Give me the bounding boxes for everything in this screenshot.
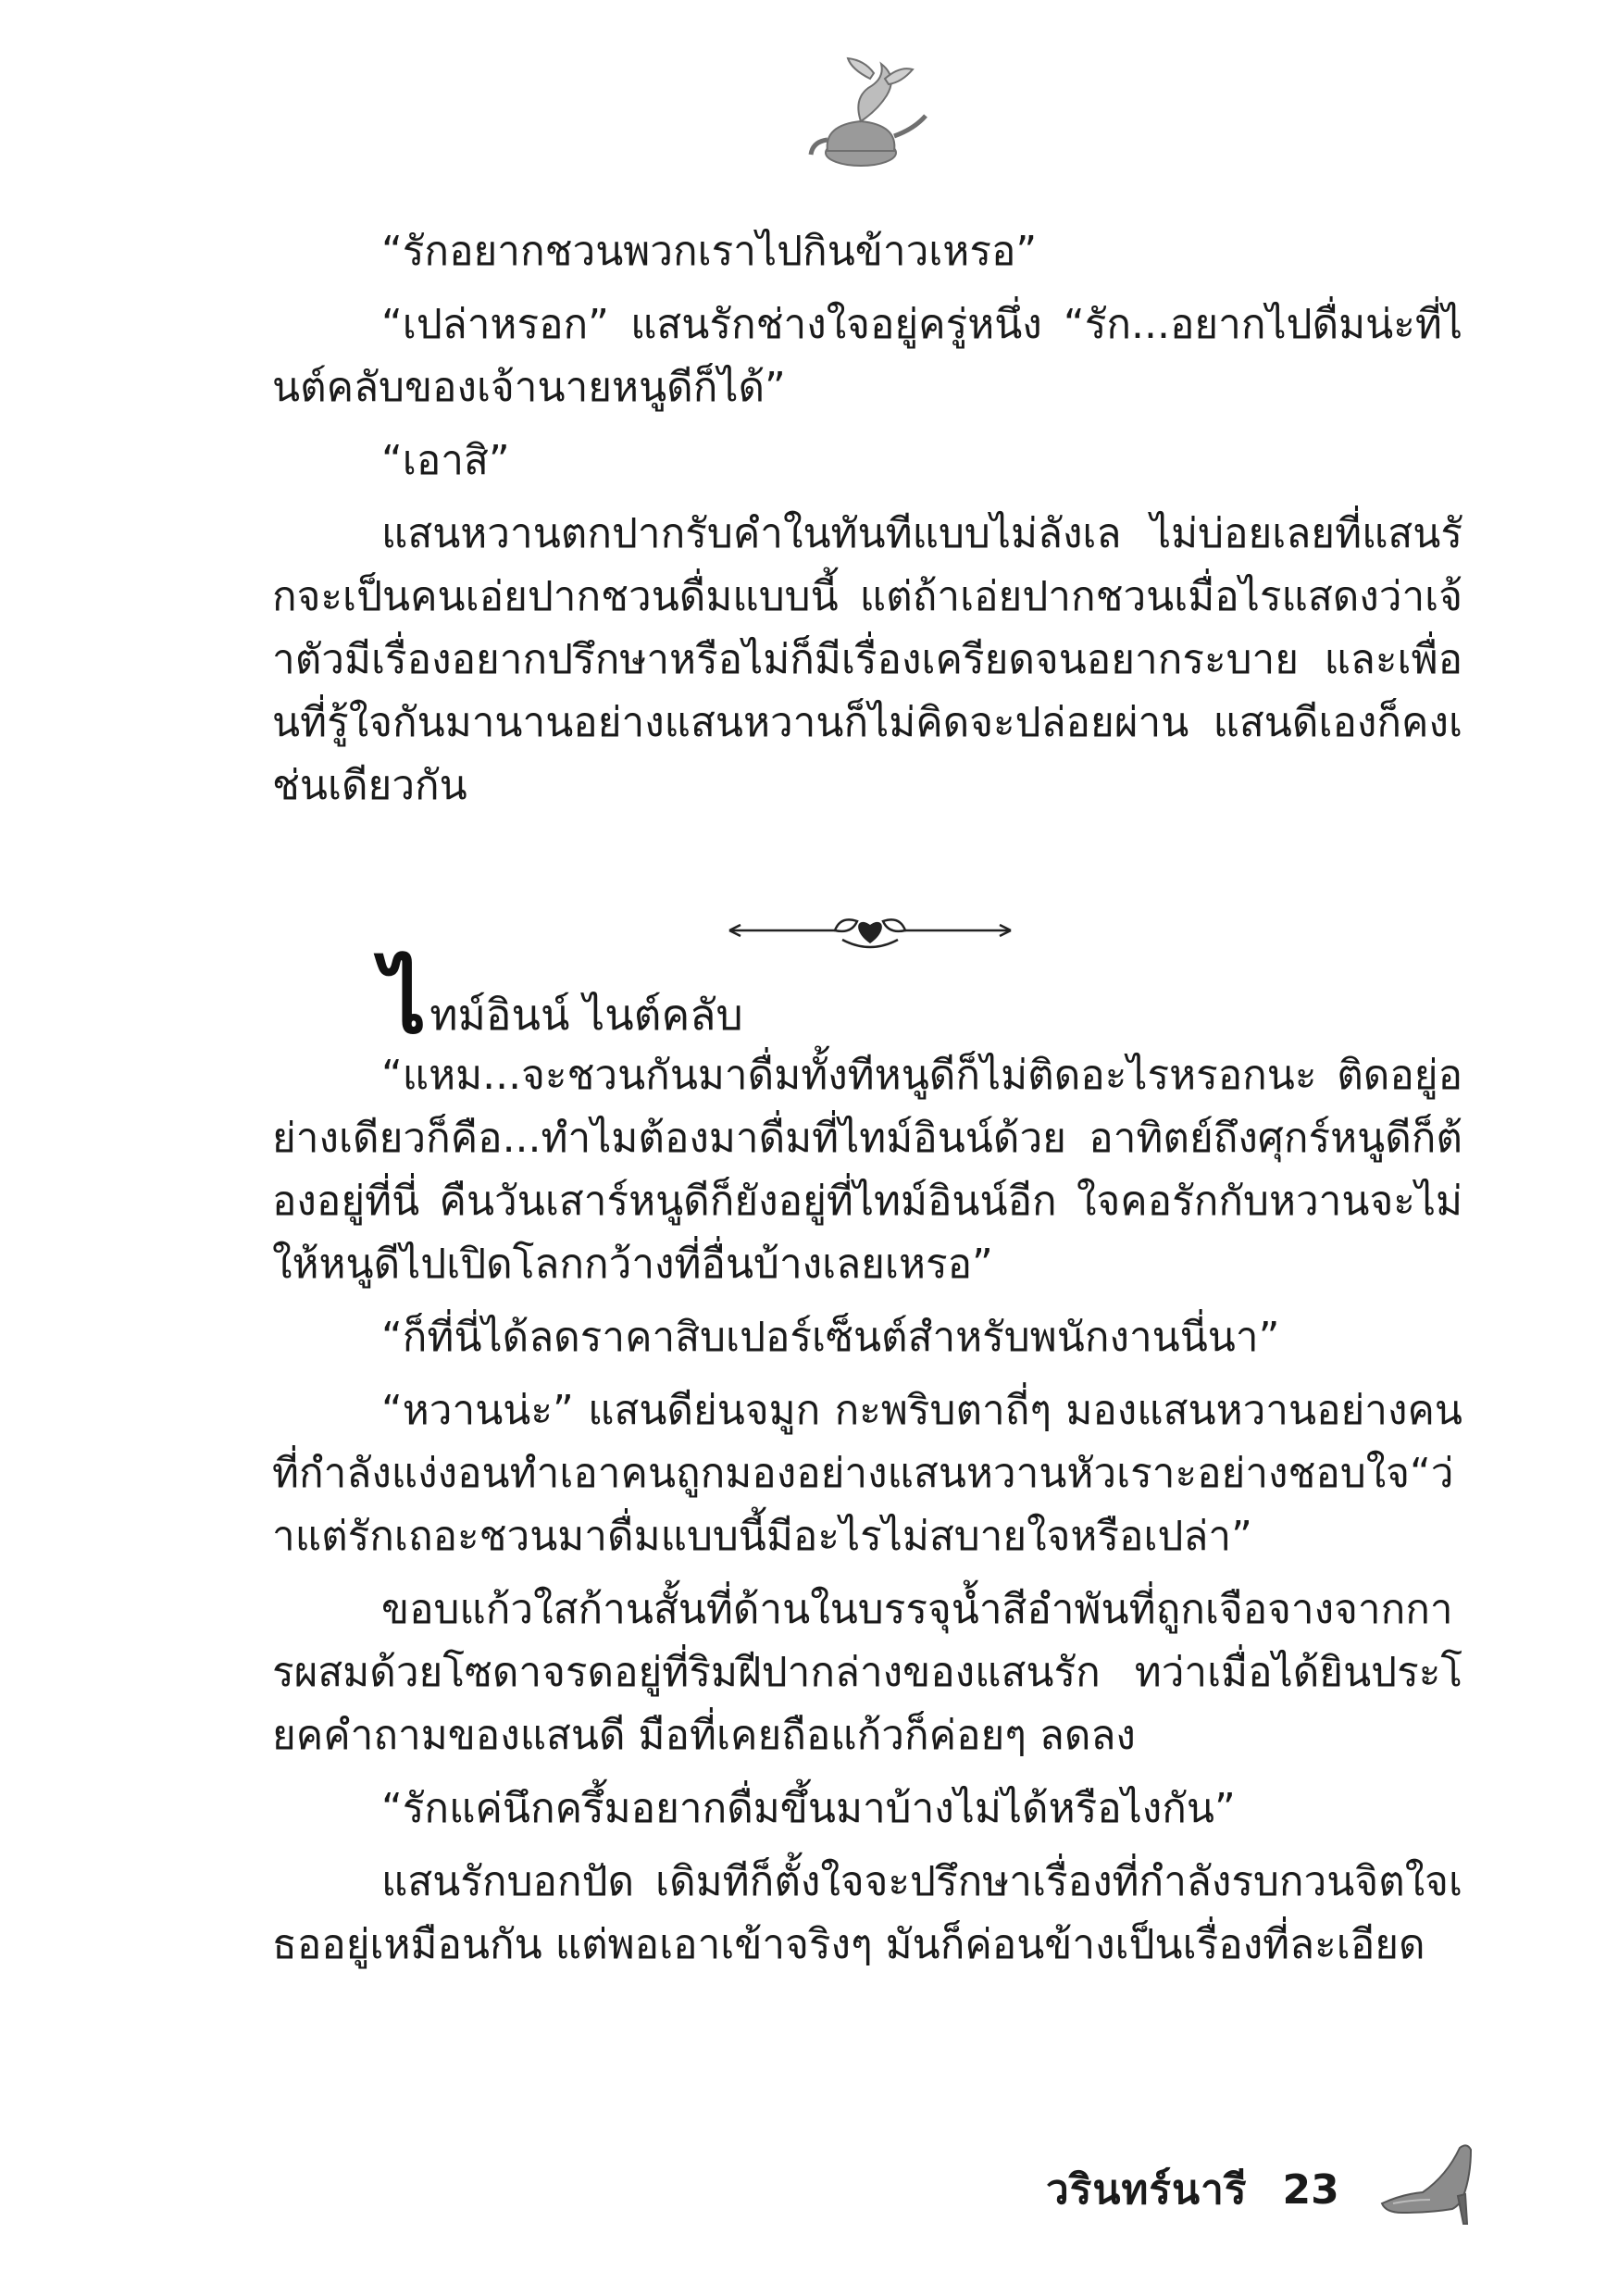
section-heading [381,949,743,1054]
paragraph: “หวานน่ะ” แสนดีย่นจมูก กะพริบตาถี่ๆ มองแสนหวานอย่างคนที่กำลังแง่งอนทำเอาคนถูกมองอย่างแสนหวานหัวเราะอย่างชอบใจ“ว่าแต่รักเถอะชวนมาดื่มแบบนี้มีอะไรไม่สบายใจหรือเปล่า” [272,1387,1462,1560]
paragraph: แสนรักบอกปัด เดิมทีก็ตั้งใจจะปรึกษาเรื่องที่กำลังรบกวนจิตใจเธออยู่เหมือนกัน แต่พอเอาเข้าจริงๆ มันก็ค่อนข้างเป็นเรื่องที่ละเอียด [272,1858,1462,1968]
top-text-block [272,220,1462,817]
bottom-text-block [272,1044,1462,1977]
teapot-ornament-icon [796,51,935,181]
paragraph: “ก็ที่นี่ได้ลดราคาสิบเปอร์เซ็นต์สำหรับพนักงานนี่นา” [381,1314,1280,1361]
paragraph: “เปล่าหรอก” แสนรักช่างใจอยู่ครู่หนึ่ง “รัก...อยากไปดื่มน่ะที่ไนต์คลับของเจ้านายหนูดีก็ได้” [272,301,1462,411]
section-title-text: ทม์อินน์ ไนต์คลับ [429,990,743,1040]
paragraph: แสนหวานตกปากรับคำในทันทีแบบไม่ลังเล ไม่บ่อยเลยที่แสนรักจะเป็นคนเอ่ยปากชวนดื่มแบบนี้ แต่ถ้าเอ่ยปากชวนเมื่อไรแสดงว่าเจ้าตัวมีเรื่องอยากปรึกษาหรือไม่ก็มีเรื่องเครียดจนอยากระบาย และเพื่อนที่รู้ใจกันมานานอย่างแสนหวานก็ไม่คิดจะปล่อยผ่าน แสนดีเองก็คงเช่นเดียวกัน [272,510,1462,809]
high-heel-shoe-icon [1375,2139,1476,2227]
paragraph: “แหม...จะชวนกันมาดื่มทั้งทีหนูดีก็ไม่ติดอะไรหรอกนะ ติดอยู่อย่างเดียวก็คือ...ทำไมต้องมาดื่มที่ไทม์อินน์ด้วย อาทิตย์ถึงศุกร์หนูดีก็ต้องอยู่ที่นี่ คืนวันเสาร์หนูดีก็ยังอยู่ที่ไทม์อินน์อีก ใจคอรักกับหวานจะไม่ให้หนูดีไปเปิดโลกกว้างที่อื่นบ้างเลยเหรอ” [272,1052,1462,1288]
book-title: วรินทร์นารี [1046,2166,1248,2214]
paragraph: ขอบแก้วใสก้านสั้นที่ด้านในบรรจุน้ำสีอำพันที่ถูกเจือจางจากการผสมด้วยโซดาจรดอยู่ที่ริมฝีปากล่างของแสนรัก ทว่าเมื่อได้ยินประโยคคำถามของแสนดี มือที่เคยถือแก้วก็ค่อยๆ ลดลง [272,1586,1462,1759]
drop-cap: ไ [381,949,427,1054]
paragraph: “เอาสิ” [381,437,510,484]
heart-flourish-divider-icon [722,903,1018,958]
page-footer [1046,2148,1339,2231]
paragraph: “รักแค่นึกครึ้มอยากดื่มขึ้นมาบ้างไม่ได้หรือไงกัน” [381,1785,1236,1832]
paragraph: “รักอยากชวนพวกเราไปกินข้าวเหรอ” [381,228,1038,275]
page-number: 23 [1282,2165,1339,2214]
